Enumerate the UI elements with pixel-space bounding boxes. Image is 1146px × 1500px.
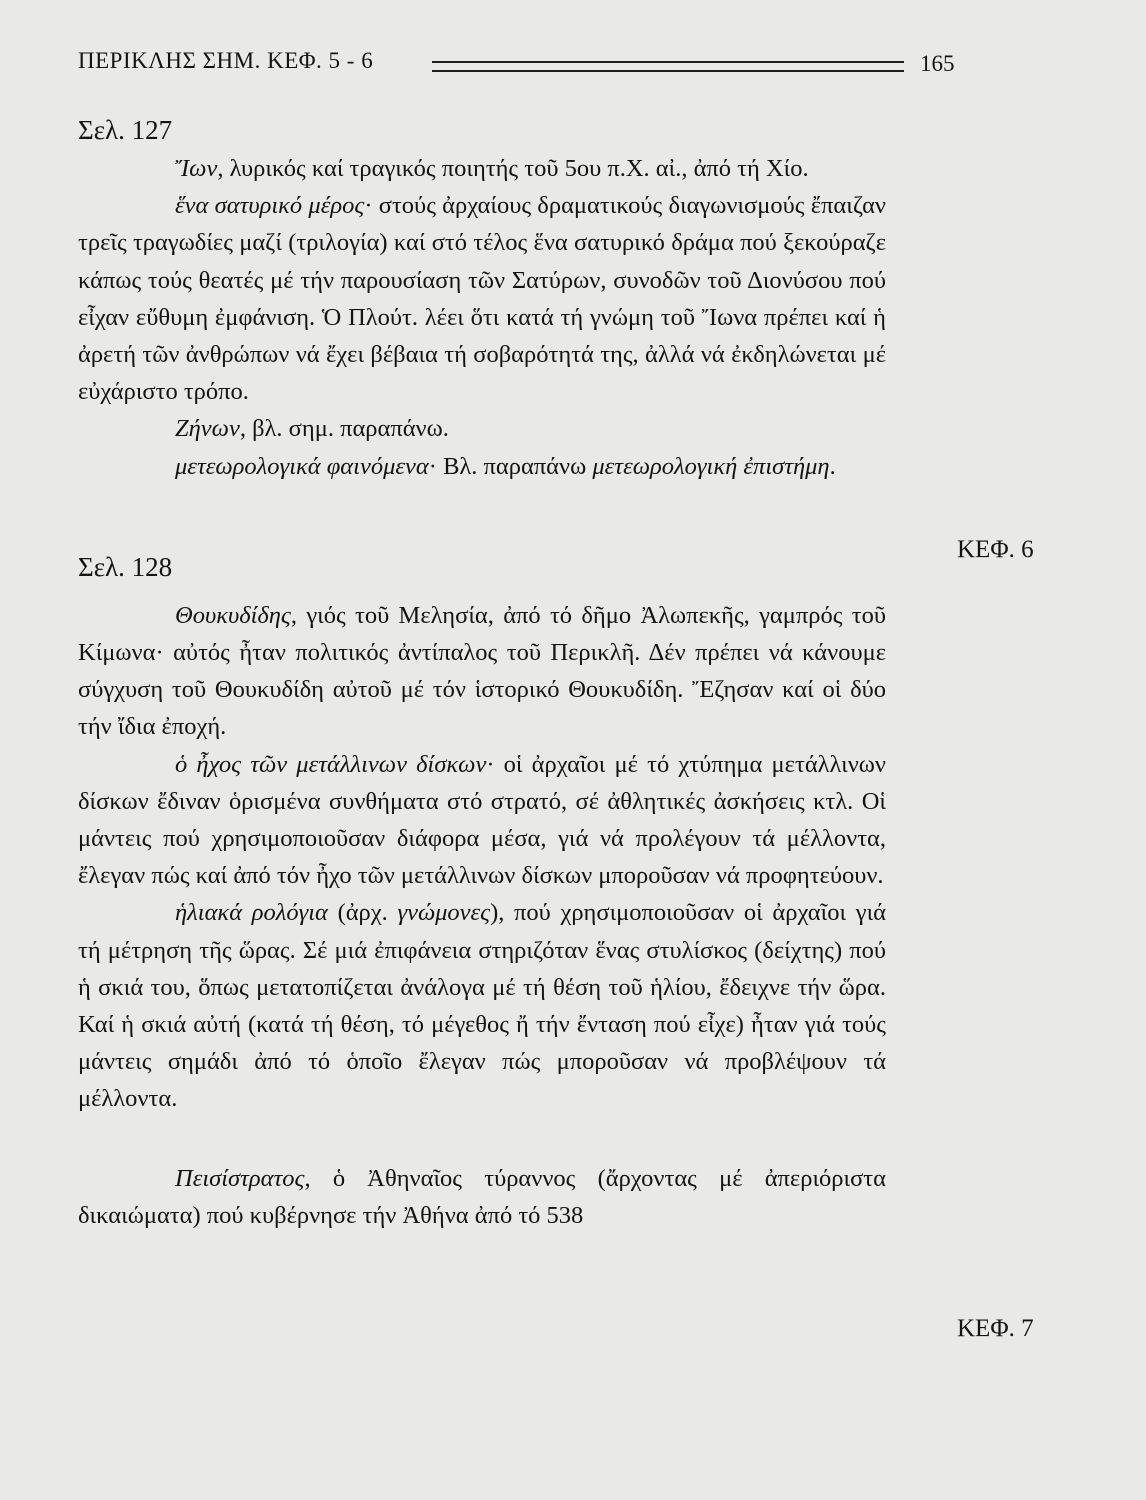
note-entry: μετεωρολογικά φαινόμενα· Βλ. παραπάνω μετεωρολογική ἐπιστήμη. <box>175 452 836 480</box>
note-term: Ἴων <box>175 155 218 182</box>
margin-note: ΚΕΦ. 7 <box>957 1315 1034 1342</box>
running-header <box>78 48 955 88</box>
section-heading: Σελ. 128 <box>78 551 173 582</box>
section-heading: Σελ. 127 <box>78 115 173 145</box>
note-entry: ἕνα σατυρικό μέρος· στούς ἀρχαίους δραματικούς διαγωνισμούς ἔπαιζαν τρεῖς τραγωδίες μαζί (τριλογία) καί στό τέλος ἕνα σατυρικό δράμα πού ξεκούραζε κάπως τούς θεατές μέ τήν παρουσίαση τῶν Σατύρων, συνοδῶν τοῦ Διονύσου πού εἶχαν εὔθυμη ἐμφάνιση. Ὁ Πλούτ. λέει ὅτι κατά τή γνώμη τοῦ Ἴωνα πρέπει καί ἡ ἀρετή τῶν ἀνθρώπων νά ἔχει βέβαια τή σοβαρότητά της, ἀλλά νά ἐκδηλώνεται μέ εὐχάριστο τρόπο. <box>78 192 886 406</box>
note-entry: Ζήνων, βλ. σημ. παραπάνω. <box>175 415 449 443</box>
note-term: μετεωρολογικά φαινόμενα <box>175 452 429 480</box>
note-term: Θουκυδίδης <box>175 601 291 629</box>
note-term: Πεισίστρατος <box>175 1164 305 1192</box>
note-entry: Θουκυδίδης, γιός τοῦ Μελησία, ἀπό τό δῆμο Ἀλωπεκῆς, γαμπρός τοῦ Κίμωνα· αὐτός ἦταν πολιτικός ἀντίπαλος τοῦ Περικλῆ. Δέν πρέπει νά κάνουμε σύγχυση τοῦ Θουκυδίδη αὐτοῦ μέ τόν ἱστορικό Θουκυδίδη. Ἔζησαν καί οἱ δύο τήν ἴδια ἐποχή. <box>78 601 886 741</box>
note-entry: ὁ ἦχος τῶν μετάλλινων δίσκων· οἱ ἀρχαῖοι μέ τό χτύπημα μετάλλινων δίσκων ἔδιναν ὁρισμένα συνθήματα στό στρατό, σέ ἀθλητικές ἀσκήσεις κτλ. Οἱ μάντεις πού χρησιμοποιοῦσαν διάφορα μέσα, γιά νά προλέγουν τά μέλλοντα, ἔλεγαν πώς καί ἀπό τόν ἦχο τῶν μετάλλινων δίσκων μποροῦσαν νά προφητεύουν. <box>78 750 886 890</box>
margin-note: ΚΕΦ. 6 <box>957 536 1034 563</box>
note-term: ἕνα σατυρικό μέρος <box>175 192 365 220</box>
note-entry: ἡλιακά ρολόγια (ἀρχ. γνώμονες), πού χρησιμοποιοῦσαν οἱ ἀρχαῖοι γιά τή μέτρηση τῆς ὥρας. Σέ μιά ἐπιφάνεια στηριζόταν ἕνας στυλίσκος (δείχτης) πού ἡ σκιά του, ὅπως μετατοπίζεται ἀνάλογα μέ τή θέση τοῦ ἡλίου, ἔδειχνε τήν ὥρα. Καί ἡ σκιά αὐτή (κατά τή θέση, τό μέγεθος ἤ τήν ἔνταση πού εἶχε) ἦταν γιά τούς μάντεις σημάδι ἀπό τό ὁποῖο ἔλεγαν πώς μποροῦσαν νά προβλέψουν τά μέλλοντα. <box>78 899 886 1113</box>
note-term: ὁ ἦχος τῶν μετάλλινων δίσκων <box>175 750 487 778</box>
note-term: ἡλιακά ρολόγια <box>175 899 328 927</box>
note-term: μετεωρολογική ἐπιστήμη <box>592 452 830 480</box>
header-double-rule <box>432 61 904 72</box>
header-title: ΠΕΡΙΚΛΗΣ ΣΗΜ. ΚΕΦ. 5 - 6 <box>78 48 374 73</box>
note-term: Ζήνων <box>175 415 240 443</box>
body-text <box>78 110 886 1234</box>
note-entry: Πεισίστρατος, ὁ Ἀθηναῖος τύραννος (ἄρχοντας μέ ἀπεριόριστα δικαιώματα) πού κυβέρνησε τήν Ἀθήνα ἀπό τό 538 <box>78 1164 886 1229</box>
note-term: γνώμονες <box>397 899 491 927</box>
note-entry: Ἴων, λυρικός καί τραγικός ποιητής τοῦ 5ου π.Χ. αἰ., ἀπό τή Χίο. <box>175 155 809 182</box>
page-number: 165 <box>920 51 955 76</box>
